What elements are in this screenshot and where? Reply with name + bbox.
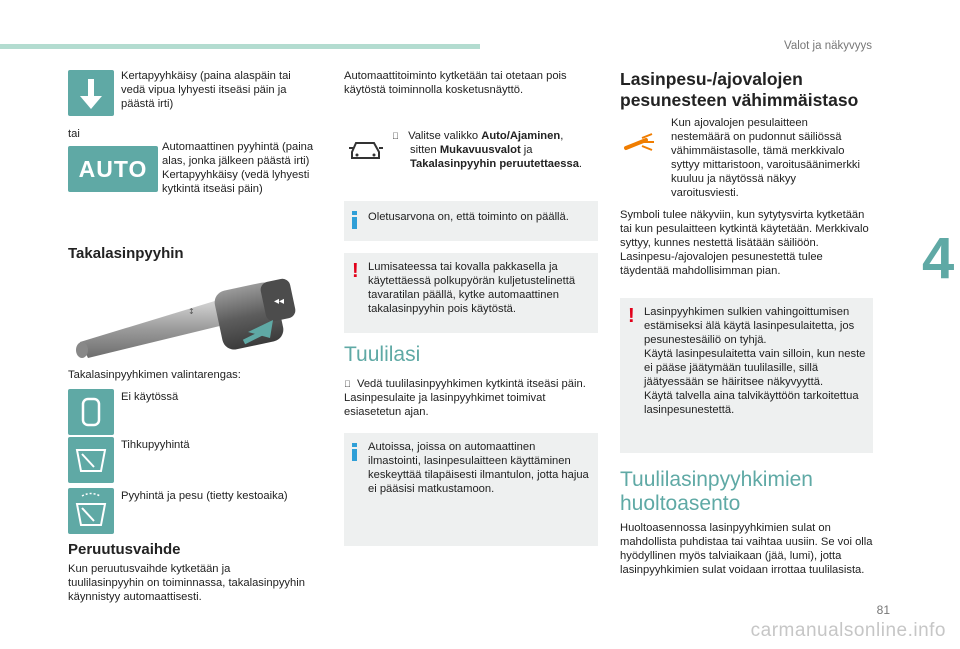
windscreen-para: Lasinpesulaite ja lasinpyyhkimet toimivat esiasetetun ajan. <box>344 392 546 418</box>
info-note-default-text: Oletusarvona on, että toiminto on päällä. <box>368 211 569 223</box>
service-position-heading: Tuulilasinpyyhkimien huoltoasento <box>620 468 813 515</box>
page-number: 81 <box>876 603 890 617</box>
sel-b: Auto/Ajaminen <box>474 130 554 142</box>
windscreen-text <box>344 377 600 419</box>
warning-note-washer <box>620 298 873 453</box>
info-note-aircon-text: Autoissa, joissa on automaattinen ilmastointi, lasinpesulaitteen käyttäminen keskeyttää tilapäisesti ilmantulon, jotta hajua ei pääsisi matkustamoon. <box>368 441 589 495</box>
sel-a: Valitse valikko <box>401 130 475 142</box>
sel-g: Takalasinpyyhin peruutettaessa <box>410 158 579 170</box>
bullet-icon-2 <box>344 379 351 389</box>
service-position-text: Huoltoasennossa lasinpyyhkimien sulat on mahdollista puhdistaa tai vaihtaa uusiin. Se voi olla hyödyllinen myös talviaikaan (jää, lumi), jotta lasinpyyhkimien sulat voidaan irrottaa tuulilasista. <box>620 522 873 576</box>
option-intermittent-text: Tihkupyyhintä <box>121 439 190 451</box>
auto-wipe-line1: Automaattinen pyyhintä (paina alas, jonka jälkeen päästä irti) <box>162 141 314 167</box>
sel-d: sitten <box>410 144 440 156</box>
sel-c: , <box>553 130 557 142</box>
car-settings-icon <box>346 134 386 164</box>
bullet-icon <box>392 131 399 141</box>
washer-para2: Lasinpesu-/ajovalojen pesunestettä tulee täydentää mahdollisimman pian. <box>620 251 823 277</box>
washer-para1: Symboli tulee näkyviin, kun sytytysvirta kytketään tai kun pesulaitteen kytkintä käytetään. Merkkivalo syttyy, kunnes nestettä lisätään säiliöön. <box>620 209 869 249</box>
wipe-wash-icon <box>68 488 114 534</box>
warning-note-washer-text: Lasinpyyhkimen sulkien vahingoittumisen estämiseksi älä käytä lasinpesulaitetta, jos pesunestesäiliö on tyhjä. Käytä lasinpesulaitetta vain silloin, kun neste ei pääse jäätymään tuulilasille, sillä jäätyessään se häiritsee näkyvyyttä. Käytä talvella aina talvikäyttöön tarkoitettua lasinpesunestettä. <box>644 306 866 416</box>
intermittent-wipe-icon <box>68 437 114 483</box>
windscreen-heading: Tuulilasi <box>344 343 421 366</box>
sel-f: ja <box>520 144 533 156</box>
reverse-gear-text: Kun peruutusvaihde kytketään ja tuulilasinpyyhin on toiminnassa, takalasinpyyhin käynnistyy automaattisesti. <box>68 563 305 603</box>
warning-icon: ! <box>352 260 359 282</box>
sel-h: . <box>578 158 583 170</box>
washer-level-text <box>620 208 870 278</box>
single-wipe-text: Kertapyyhkäisy (paina alaspäin tai vedä vipua lyhyesti itseäsi päin ja päästä irti) <box>121 70 291 110</box>
rear-wiper-caption: Takalasinpyyhkimen valintarengas: <box>68 369 241 381</box>
option-wash-text: Pyyhintä ja pesu (tietty kestoaika) <box>121 490 288 502</box>
header-rule <box>0 44 480 49</box>
sel-e: Mukavuusvalot <box>439 144 521 156</box>
section-title: Valot ja näkyvyys <box>784 40 872 52</box>
warning-note-snow <box>344 253 598 333</box>
auto-icon <box>68 146 158 192</box>
auto-wipe-line2: Kertapyyhkäisy (vedä lyhyesti kytkintä itseäsi päin) <box>162 169 310 195</box>
or-text: tai <box>68 128 80 140</box>
menu-selection-text <box>392 129 602 171</box>
washer-fluid-warning-icon <box>620 130 660 158</box>
option-off-text: Ei käytössä <box>121 391 179 403</box>
info-icon-2 <box>352 443 357 461</box>
svg-text:↕: ↕ <box>188 307 195 316</box>
rear-wiper-heading: Takalasinpyyhin <box>68 245 184 262</box>
reverse-gear-heading: Peruutusvaihde <box>68 541 181 558</box>
info-note-aircon <box>344 433 598 546</box>
wiper-off-icon <box>68 389 114 435</box>
info-note-default <box>344 201 598 241</box>
washer-level-heading: Lasinpesu-/ajovalojen pesunesteen vähimmäistaso <box>620 69 859 110</box>
automatic-intro-text: Automaattitoiminto kytketään tai otetaan pois käytöstä toiminnolla kosketusnäyttö. <box>344 70 567 96</box>
wiper-stalk-illustration <box>68 272 318 362</box>
watermark: carmanualsonline.info <box>750 620 946 641</box>
arrow-down-icon <box>68 70 114 116</box>
auto-wipe-text <box>162 140 317 196</box>
windscreen-bullet-text: Vedä tuulilasinpyyhkimen kytkintä itseäsi päin. <box>350 378 580 390</box>
svg-text:◂◂: ◂◂ <box>274 296 285 307</box>
info-icon <box>352 211 357 229</box>
chapter-number: 4 <box>922 226 955 291</box>
auto-label: AUTO <box>78 155 148 182</box>
washer-warning-light-text: Kun ajovalojen pesulaitteen nestemäärä on pudonnut säiliössä vähimmäistasolle, tämä merkkivalo syttyy mittaristoon, varoitusäänimerkki kuuluu ja näytössä näkyy varoitusviesti. <box>671 117 861 199</box>
warning-note-snow-text: Lumisateessa tai kovalla pakkasella ja käytettäessä polkupyörän kuljetustelinettä tavaratilan päällä, kytke automaattinen takalasinpyyhin pois käytöstä. <box>368 261 576 315</box>
warning-icon-2: ! <box>628 305 635 327</box>
